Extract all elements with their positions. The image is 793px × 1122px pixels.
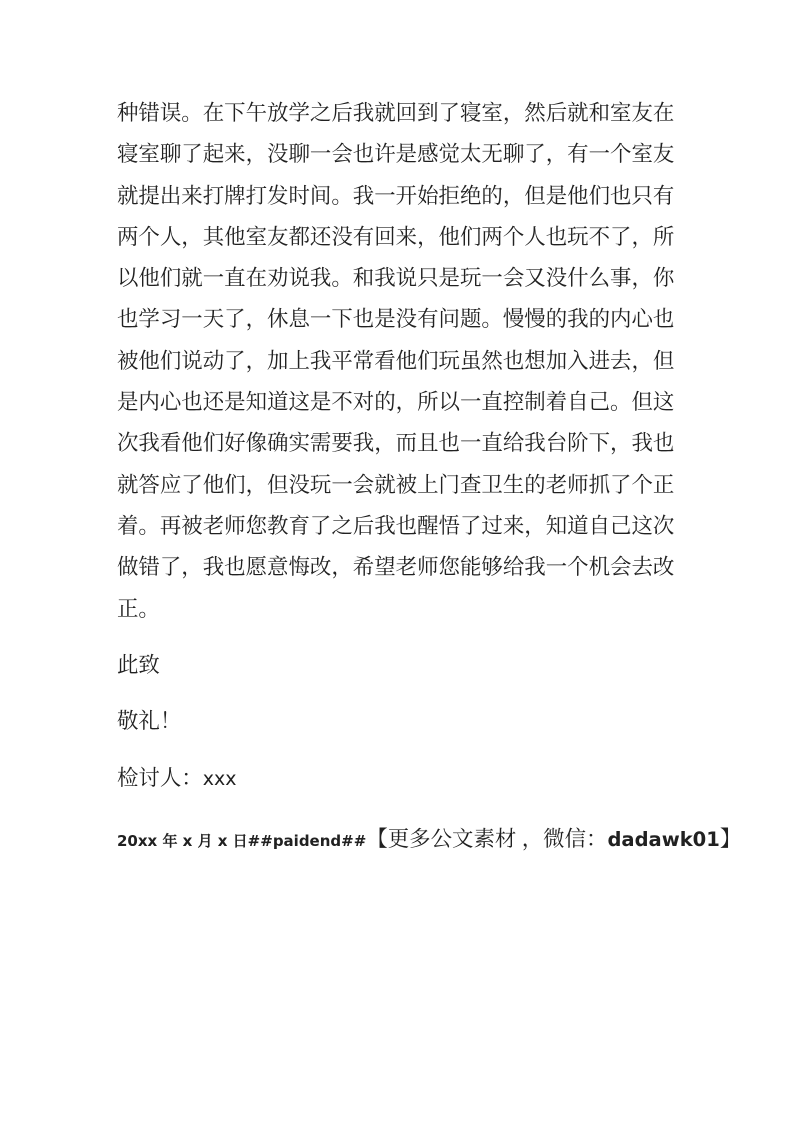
body-line: 就提出来打牌打发时间。我一开始拒绝的，但是他们也只有 [117,183,675,208]
signature-label: 检讨人： [117,766,203,791]
body-line: 是内心也还是知道这是不对的，所以一直控制着自己。但这 [117,390,675,415]
body-line: 以他们就一直在劝说我。和我说只是玩一会又没什么事，你 [117,266,675,291]
body-line: 种错误。在下午放学之后我就回到了寝室，然后就和室友在 [117,101,675,125]
promo-close-bracket: 】 [719,826,742,851]
promo-text: 【更多公文素材 ，微信： [366,826,608,851]
signature-name: xxx [202,768,237,791]
body-line: 寝室聊了起来，没聊一会也许是感觉太无聊了，有一个室友 [117,142,675,167]
date-text: 20xx 年 x 月 x 日##paidend## [117,831,367,850]
body-paragraph [117,93,676,630]
closing-line: 此致 [117,652,160,677]
body-line: 做错了，我也愿意悔改，希望老师您能够给我一个机会去改 [117,555,675,580]
body-line: 就答应了他们，但没玩一会就被上门查卫生的老师抓了个正 [117,472,675,497]
date-line [117,819,742,862]
body-line: 被他们说动了，加上我平常看他们玩虽然也想加入进去，但 [117,348,675,373]
body-line: 着。再被老师您教育了之后我也醒悟了过来，知道自己这次 [117,513,675,538]
wechat-id: dadawk01 [607,827,720,851]
body-line: 次我看他们好像确实需要我，而且也一直给我台阶下，我也 [117,431,675,456]
body-line: 也学习一天了，休息一下也是没有问题。慢慢的我的内心也 [117,307,675,332]
salute-line: 敬礼！ [117,709,182,734]
body-line: 正。 [117,596,160,621]
signature-line [117,758,676,800]
body-line: 两个人，其他室友都还没有回来，他们两个人也玩不了，所 [117,224,675,249]
